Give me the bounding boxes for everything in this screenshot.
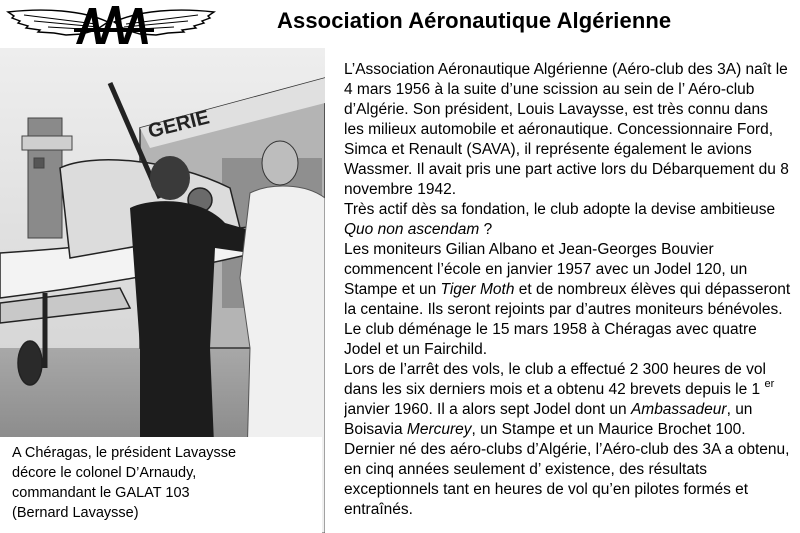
article-body (344, 60, 792, 533)
hangar-sign: GERIE (145, 106, 212, 143)
caption-line: (Bernard Lavaysse) (12, 505, 139, 521)
club-motto: Quo non ascendam (344, 221, 480, 238)
article-paragraph: Lors de l’arrêt des vols, le club a effectué 2 300 heures de vol dans les six derniers mois et a obtenu 42 brevets depuis le 1 $^{er}$ janvier 1960. Il a alors sept Jodel dont un Ambassadeur, un Boisavia Mercurey, un Stampe et un Maurice Brochet 100. Dernier né des aéro-clubs d’Algérie, l’Aéro-club des 3A a obtenu, en cinq années seulement d’ existence, des résultats exceptionnels tant en heures de vol qu’en pilotes formés et entraînés. (344, 361, 790, 518)
article-paragraph: Très actif dès sa fondation, le club adopte la devise ambitieuse Quo non ascendam ? (344, 201, 776, 238)
ordinal-superscript: er (764, 377, 775, 390)
aircraft-name: Mercurey (406, 421, 472, 438)
photo-caption (0, 437, 322, 533)
aaa-winged-logo (4, 2, 218, 46)
aircraft-name: Tiger Moth (440, 281, 515, 298)
page-title: Association Aéronautique Algérienne (277, 8, 672, 33)
article-paragraph: L’Association Aéronautique Algérienne (Aéro-club des 3A) naît le 4 mars 1956 à la suite d’une scission au sein de l’ Aéro-club d’Algérie. Son président, Louis Lavaysse, est très connu dans les milieux automobile et aéronautique. Concessionnaire Ford, Simca et Renault (SAVA), il représente également le avions Wassmer. Il avait pris une part active lors du Débarquement du 8 novembre 1942. (344, 61, 789, 198)
caption-line: décore le colonel D’Arnaudy, (12, 465, 197, 481)
caption-line: A Chéragas, le président Lavaysse (12, 445, 237, 461)
aircraft-name: Ambassadeur (630, 401, 727, 418)
caption-line: commandant le GALAT 103 (12, 485, 190, 501)
article-paragraph: Les moniteurs Gilian Albano et Jean-Georges Bouvier commencent l’école en janvier 1957 avec un Jodel 120, un Stampe et un Tiger Moth et de nombreux élèves qui dépasseront la centaine. Ils seront rejoints par d’autres moniteurs bénévoles. Le club déménage le 15 mars 1958 à Chéragas avec quatre Jodel et un Fairchild. (344, 241, 791, 358)
